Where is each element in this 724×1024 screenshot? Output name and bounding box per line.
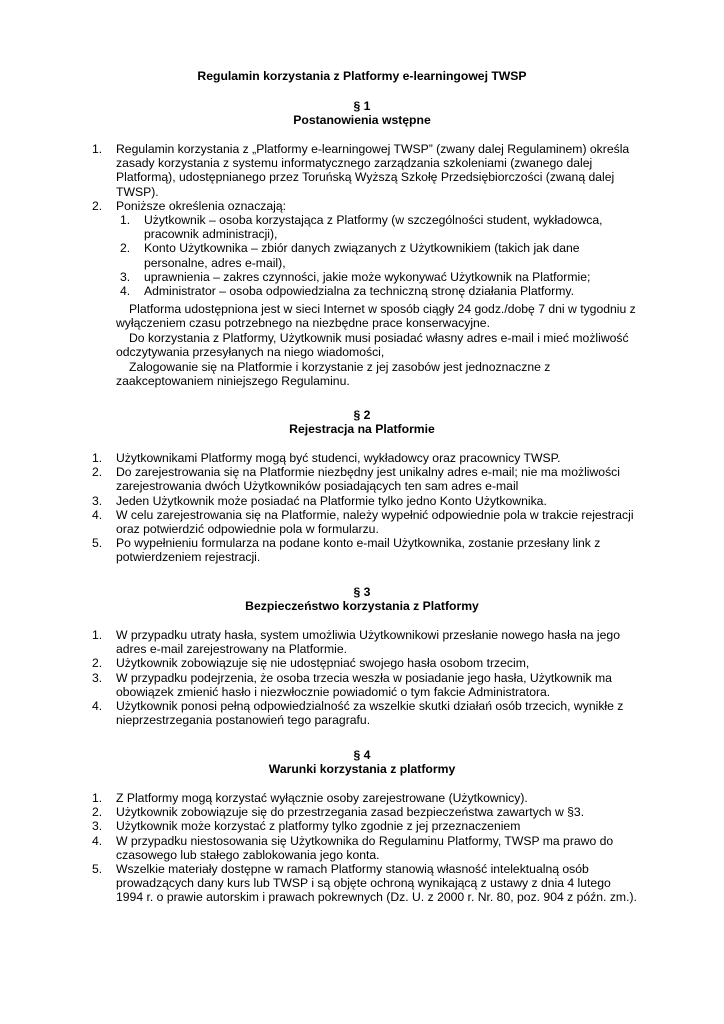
section-4-number: § 4 (353, 748, 371, 762)
list-number: 5. (92, 862, 103, 877)
list-item (92, 656, 637, 670)
list-number: 1. (92, 628, 103, 642)
list-item-text: Do zarejestrowania się na Platformie niezbędny jest unikalny adres e-mail; nie ma możliwości zarejestrowania dwóch Użytkowników posiadających ten sam adres e-mail (116, 465, 620, 494)
list-item (92, 536, 637, 564)
list-item-text: Użytkownik może korzystać z platformy tylko zgodnie z jej przeznaczeniem (116, 819, 521, 834)
list-number: 2. (92, 465, 103, 480)
list-number: 4. (92, 699, 103, 714)
list-item-text: Administrator – osoba odpowiedzialna za techniczną stronę działania Platformy. (144, 284, 574, 299)
list-number: 5. (92, 536, 103, 551)
document-title: Regulamin korzystania z Platformy e-learningowej TWSP (197, 69, 527, 83)
list-number: 1. (92, 451, 103, 465)
section-1-number: § 1 (353, 99, 371, 113)
list-number: 3. (92, 670, 103, 685)
list-item-text: Wszelkie materiały dostępne w ramach Platformy stanowią własność intelektualną osób prowadzących dany kurs lub TWSP i są objęte ochroną wynikającą z ustawy z dnia 4 lutego 1994 r. o prawie autorskim i prawach pokrewnych (Dz. U. z 2000 r. Nr. 80, poz. 904 z późn. zm.). (116, 862, 637, 905)
section-2-list (92, 451, 637, 565)
list-item-text: W przypadku podejrzenia, że osoba trzecia weszła w posiadanie jego hasła, Użytkownik ma obowiązek zmienić hasło i niezwłocznie powiadomić o tym fakcie Administratora. (116, 670, 612, 699)
list-item-text: W przypadku niestosowania się Użytkownika do Regulaminu Platformy, TWSP ma prawo do czasowego lub stałego zablokowania jego konta. (116, 833, 614, 862)
list-number: 2. (92, 656, 103, 671)
paragraph-availability: Platforma udostępniona jest w sieci Internet w sposób ciągły 24 godz./dobę 7 dni w tygodniu z wyłączeniem czasu potrzebnego na niezbędne prace konserwacyjne. (116, 302, 636, 331)
list-item (120, 241, 620, 269)
list-item (92, 628, 637, 656)
list-item (92, 508, 637, 536)
list-number: 1. (92, 791, 103, 805)
list-item (92, 862, 637, 905)
list-item (92, 834, 637, 862)
list-number: 4. (120, 284, 131, 299)
list-item (92, 819, 637, 833)
list-item-text: W celu zarejestrowania się na Platformie, należy wypełnić odpowiednie pola w trakcie rejestracji oraz potwierdzić odpowiednie pola w formularzu. (116, 507, 634, 537)
list-item-text: Poniższe określenia oznaczają: (116, 198, 287, 213)
list-item (92, 451, 637, 465)
list-item-text: uprawnienia – zakres czynności, jakie może wykonywać Użytkownik na Platformie; (144, 269, 591, 284)
list-item (92, 805, 637, 819)
list-item-text: W przypadku utraty hasła, system umożliwia Użytkownikowi przesłanie nowego hasła na jego adres e-mail zarejestrowany na Platformie. (116, 628, 620, 657)
list-item (92, 699, 637, 727)
paragraph-email-requirement: Do korzystania z Platformy, Użytkownik musi posiadać własny adres e-mail i mieć możliwość odczytywania przesyłanych na niego wiadomości, (116, 331, 629, 360)
section-3-number: § 3 (353, 585, 371, 599)
list-number: 4. (92, 833, 103, 848)
list-item-text: Użytkownik – osoba korzystająca z Platformy (w szczególności student, wykładowca, pracownik administracji), (144, 213, 603, 242)
section-3-title: Bezpieczeństwo korzystania z Platformy (245, 599, 479, 613)
list-item (92, 671, 637, 699)
list-item (92, 791, 637, 805)
list-item-text: Użytkownikami Platformy mogą być studenci, wykładowcy oraz pracownicy TWSP. (116, 451, 561, 465)
list-item (92, 465, 637, 493)
list-number: 3. (92, 819, 103, 834)
list-number: 1. (120, 213, 131, 227)
list-item (120, 284, 620, 298)
section-1-list (92, 142, 637, 213)
definitions-list (120, 213, 620, 298)
list-item (92, 494, 637, 508)
list-number: 3. (120, 269, 131, 284)
list-item (120, 270, 620, 284)
list-item-text: Konto Użytkownika – zbiór danych związanych z Użytkownikiem (takich jak dane personalne, adres e-mail), (144, 241, 580, 270)
list-number: 2. (92, 198, 103, 213)
list-item-text: Użytkownik zobowiązuje się do przestrzegania zasad bezpieczeństwa zawartych w §3. (116, 805, 585, 820)
section-4-title: Warunki korzystania z platformy (268, 762, 456, 776)
list-item (92, 142, 637, 199)
section-2-number: § 2 (353, 408, 371, 422)
list-item-text: Z Platformy mogą korzystać wyłącznie osoby zarejestrowane (Użytkownicy). (116, 791, 528, 805)
section-4-list (92, 791, 637, 905)
list-item-text: Regulamin korzystania z „Platformy e-learningowej TWSP” (zwany dalej Regulaminem) określa zasady korzystania z systemu informatycznego zarządzania szkoleniami (zwanego dalej Platformą), udostępnianego przez Toruńską Wyższą Szkołę Przedsiębiorczości (zwaną dalej TWSP). (116, 142, 630, 199)
list-item-text: Użytkownik ponosi pełną odpowiedzialność za wszelkie skutki działań osób trzecich, wynikłe z nieprzestrzegania postanowień tego paragrafu. (116, 699, 624, 728)
section-1-title: Postanowienia wstępne (293, 113, 431, 127)
list-number: 4. (92, 507, 103, 522)
list-number: 2. (120, 241, 131, 256)
list-item-text: Po wypełnieniu formularza na podane konto e-mail Użytkownika, zostanie przesłany link z potwierdzeniem rejestracji. (116, 536, 601, 565)
section-3-list (92, 628, 637, 727)
list-number: 2. (92, 805, 103, 820)
list-item (92, 199, 637, 213)
list-number: 3. (92, 493, 103, 508)
list-item-text: Jeden Użytkownik może posiadać na Platformie tylko jedno Konto Użytkownika. (116, 493, 547, 508)
list-item-text: Użytkownik zobowiązuje się nie udostępniać swojego hasła osobom trzecim, (116, 656, 530, 671)
list-number: 1. (92, 142, 103, 156)
section-2-title: Rejestracja na Platformie (289, 422, 435, 436)
list-item (120, 213, 620, 241)
paragraph-acceptance: Zalogowanie się na Platformie i korzystanie z jej zasobów jest jednoznaczne z zaakceptowaniem niniejszego Regulaminu. (116, 360, 551, 389)
